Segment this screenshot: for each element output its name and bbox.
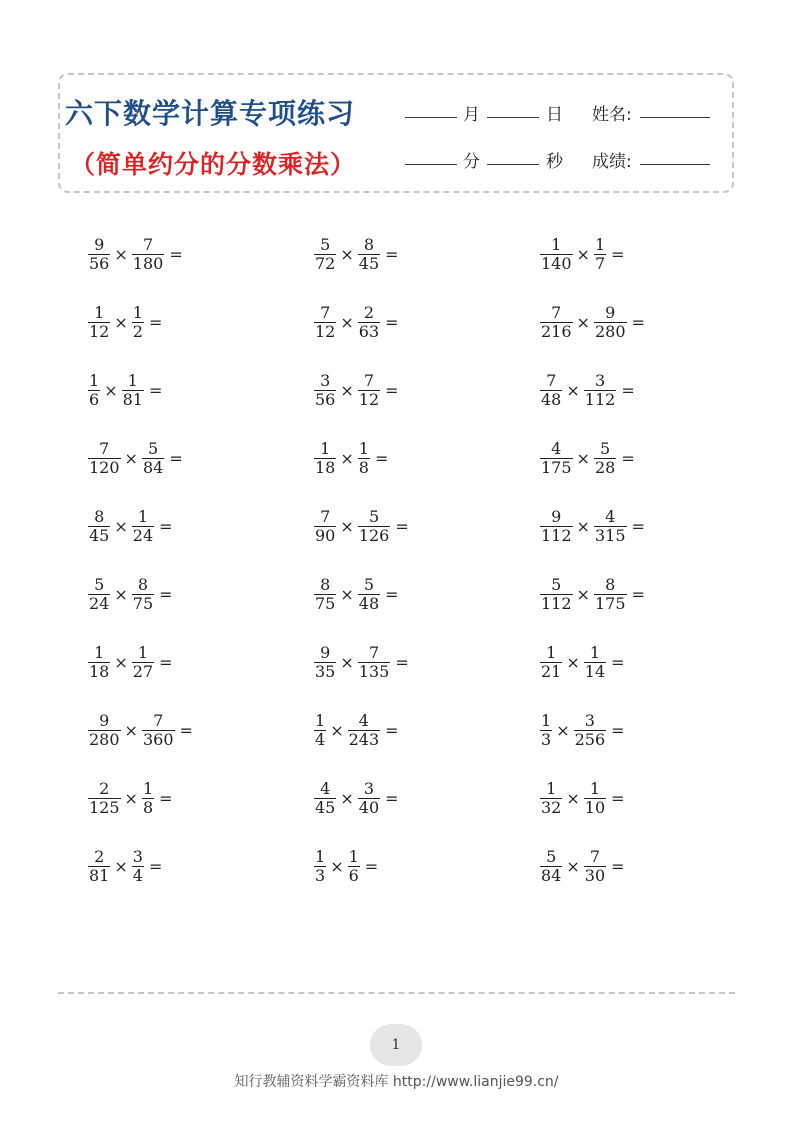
equals-sign: =: [385, 585, 399, 604]
equals-sign: =: [364, 857, 379, 876]
numerator: 7: [363, 371, 375, 390]
first-fraction: [540, 372, 562, 409]
denominator: 24: [132, 526, 154, 545]
denominator: 56: [89, 254, 110, 273]
denominator: 27: [132, 662, 154, 681]
multiply-sign: ×: [124, 789, 138, 808]
denominator: 28: [594, 458, 616, 477]
page-title: 六下数学计算专项练习: [65, 97, 356, 130]
denominator: 4: [132, 866, 143, 885]
first-fraction: [540, 440, 573, 477]
month-label: 月: [463, 105, 480, 125]
denominator: 30: [584, 866, 606, 885]
numerator: 2: [99, 779, 110, 798]
problem-item: [540, 780, 625, 817]
equals-sign: =: [159, 653, 173, 672]
multiply-sign: ×: [576, 313, 590, 332]
denominator: 360: [142, 730, 174, 749]
multiply-sign: ×: [566, 381, 580, 400]
first-fraction: [540, 304, 573, 341]
numerator: 1: [89, 371, 100, 390]
denominator: 48: [358, 594, 380, 613]
equals-sign: =: [611, 857, 625, 876]
numerator: 1: [546, 643, 557, 662]
numerator: 9: [94, 235, 105, 254]
problem-item: [540, 440, 635, 477]
denominator: 56: [315, 390, 336, 409]
problem-item: [88, 780, 173, 817]
numerator: 1: [320, 439, 331, 458]
minute-label: 分: [463, 152, 480, 172]
denominator: 280: [89, 730, 120, 749]
denominator: 216: [541, 322, 572, 341]
second-fraction: [594, 576, 627, 613]
problem-item: [88, 440, 183, 477]
denominator: 112: [541, 594, 572, 613]
denominator: 125: [89, 798, 120, 817]
equals-sign: =: [169, 449, 183, 468]
first-fraction: [88, 372, 100, 409]
numerator: 5: [148, 439, 159, 458]
numerator: 2: [94, 847, 105, 866]
denominator: 10: [584, 798, 606, 817]
denominator: 3: [541, 730, 552, 749]
problem-item: [314, 848, 378, 885]
numerator: 9: [99, 711, 110, 730]
multiply-sign: ×: [114, 245, 128, 264]
denominator: 256: [574, 730, 606, 749]
equals-sign: =: [159, 789, 173, 808]
denominator: 135: [358, 662, 390, 681]
problem-item: [314, 712, 399, 749]
equals-sign: =: [169, 245, 183, 264]
denominator: 112: [584, 390, 616, 409]
multiply-sign: ×: [114, 653, 128, 672]
numerator: 4: [605, 507, 616, 526]
numerator: 2: [363, 303, 375, 322]
denominator: 3: [315, 866, 326, 885]
problem-item: [314, 440, 388, 477]
first-fraction: [540, 644, 562, 681]
denominator: 90: [315, 526, 336, 545]
numerator: 1: [315, 847, 326, 866]
day-label: 日: [546, 105, 563, 125]
denominator: 126: [358, 526, 390, 545]
numerator: 9: [605, 303, 616, 322]
numerator: 7: [99, 439, 110, 458]
second-fraction: [584, 372, 617, 409]
multiply-sign: ×: [114, 313, 128, 332]
second-fraction: [574, 712, 607, 749]
problem-item: [540, 576, 645, 613]
multiply-sign: ×: [566, 789, 580, 808]
problem-item: [88, 576, 173, 613]
numerator: 7: [546, 371, 557, 390]
denominator: 180: [132, 254, 164, 273]
denominator: 14: [584, 662, 606, 681]
equals-sign: =: [159, 585, 173, 604]
second-fraction: [584, 644, 606, 681]
numerator: 1: [127, 371, 138, 390]
denominator: 12: [315, 322, 336, 341]
first-fraction: [540, 576, 573, 613]
second-fraction: [358, 576, 380, 613]
numerator: 1: [589, 643, 601, 662]
first-fraction: [88, 304, 110, 341]
numerator: 1: [94, 303, 105, 322]
equals-sign: =: [631, 517, 645, 536]
problem-item: [540, 848, 625, 885]
first-fraction: [88, 644, 110, 681]
equals-sign: =: [631, 585, 645, 604]
problem-item: [88, 508, 173, 545]
denominator: 12: [358, 390, 380, 409]
equals-sign: =: [395, 653, 409, 672]
denominator: 75: [132, 594, 154, 613]
numerator: 5: [551, 575, 562, 594]
multiply-sign: ×: [566, 857, 580, 876]
equals-sign: =: [148, 381, 163, 400]
denominator: 72: [315, 254, 336, 273]
denominator: 8: [142, 798, 154, 817]
first-fraction: [540, 236, 573, 273]
denominator: 112: [541, 526, 572, 545]
numerator: 4: [358, 711, 369, 730]
denominator: 140: [541, 254, 572, 273]
second-fraction: [358, 304, 380, 341]
denominator: 24: [89, 594, 110, 613]
multiply-sign: ×: [340, 313, 354, 332]
first-fraction: [314, 712, 326, 749]
equals-sign: =: [621, 449, 635, 468]
second-fraction: [132, 508, 154, 545]
multiply-sign: ×: [114, 585, 128, 604]
problem-item: [88, 372, 162, 409]
problem-item: [314, 372, 399, 409]
first-fraction: [88, 440, 121, 477]
problem-item: [314, 508, 409, 545]
multiply-sign: ×: [340, 517, 354, 536]
second-fraction: [358, 440, 370, 477]
first-fraction: [88, 576, 110, 613]
equals-sign: =: [148, 313, 163, 332]
equals-sign: =: [385, 789, 399, 808]
second-fraction: [122, 372, 144, 409]
multiply-sign: ×: [340, 449, 354, 468]
numerator: 5: [546, 847, 557, 866]
first-fraction: [314, 508, 336, 545]
denominator: 7: [594, 254, 606, 273]
multiply-sign: ×: [340, 789, 354, 808]
multiply-sign: ×: [124, 721, 138, 740]
numerator: 9: [551, 507, 562, 526]
denominator: 40: [358, 798, 380, 817]
second-fraction: [142, 780, 154, 817]
problem-item: [540, 236, 625, 273]
multiply-sign: ×: [340, 585, 354, 604]
numerator: 5: [363, 575, 375, 594]
denominator: 4: [315, 730, 326, 749]
numerator: 1: [137, 507, 149, 526]
numerator: 7: [320, 303, 331, 322]
page-number: 1: [391, 1037, 401, 1053]
multiply-sign: ×: [576, 245, 590, 264]
equals-sign: =: [179, 721, 193, 740]
footer-source-text: 知行教辅资料学霸资料库 http://www.lianjie99.cn/: [234, 1074, 559, 1090]
first-fraction: [314, 780, 336, 817]
numerator: 1: [358, 439, 369, 458]
problem-item: [314, 576, 399, 613]
numerator: 5: [320, 235, 331, 254]
numerator: 5: [368, 507, 380, 526]
equals-sign: =: [385, 381, 399, 400]
numerator: 4: [551, 439, 562, 458]
denominator: 45: [315, 798, 336, 817]
equals-sign: =: [148, 857, 163, 876]
problem-item: [314, 304, 399, 341]
denominator: 21: [541, 662, 562, 681]
denominator: 280: [594, 322, 626, 341]
equals-sign: =: [611, 721, 625, 740]
second-fraction: [358, 372, 380, 409]
multiply-sign: ×: [104, 381, 118, 400]
denominator: 175: [594, 594, 626, 613]
numerator: 3: [132, 847, 143, 866]
first-fraction: [540, 712, 552, 749]
second-fraction: [358, 780, 380, 817]
denominator: 8: [358, 458, 369, 477]
second-fraction: [594, 440, 616, 477]
numerator: 9: [320, 643, 331, 662]
denominator: 315: [594, 526, 626, 545]
numerator: 8: [94, 507, 105, 526]
second-fraction: [594, 508, 627, 545]
first-fraction: [314, 304, 336, 341]
denominator: 48: [541, 390, 562, 409]
problem-item: [88, 304, 162, 341]
numerator: 8: [320, 575, 331, 594]
denominator: 18: [315, 458, 336, 477]
first-fraction: [540, 848, 562, 885]
first-fraction: [88, 712, 121, 749]
denominator: 84: [142, 458, 164, 477]
second-fraction: [132, 236, 165, 273]
equals-sign: =: [374, 449, 389, 468]
numerator: 1: [142, 779, 154, 798]
multiply-sign: ×: [566, 653, 580, 672]
equals-sign: =: [159, 517, 173, 536]
first-fraction: [88, 848, 110, 885]
numerator: 7: [142, 235, 154, 254]
score-label: 成绩:: [592, 152, 632, 172]
numerator: 1: [546, 779, 557, 798]
first-fraction: [88, 508, 110, 545]
multiply-sign: ×: [330, 721, 344, 740]
numerator: 7: [320, 507, 331, 526]
first-fraction: [314, 236, 336, 273]
numerator: 5: [94, 575, 105, 594]
denominator: 32: [541, 798, 562, 817]
second-fraction: [358, 508, 391, 545]
multiply-sign: ×: [576, 585, 590, 604]
multiply-sign: ×: [330, 857, 344, 876]
second-fraction: [584, 848, 606, 885]
numerator: 3: [363, 779, 375, 798]
page-subtitle: （简单约分的分数乘法）: [70, 150, 357, 179]
problem-item: [314, 236, 399, 273]
second-fraction: [584, 780, 606, 817]
denominator: 243: [348, 730, 380, 749]
problem-item: [314, 780, 399, 817]
equals-sign: =: [385, 721, 399, 740]
problem-item: [88, 712, 193, 749]
denominator: 35: [315, 662, 336, 681]
denominator: 12: [89, 322, 110, 341]
denominator: 120: [89, 458, 120, 477]
numerator: 1: [132, 303, 143, 322]
multiply-sign: ×: [114, 857, 128, 876]
denominator: 18: [89, 662, 110, 681]
problem-item: [540, 508, 645, 545]
numerator: 7: [153, 711, 164, 730]
equals-sign: =: [611, 245, 625, 264]
multiply-sign: ×: [340, 381, 354, 400]
problem-item: [540, 372, 635, 409]
denominator: 84: [541, 866, 562, 885]
problem-item: [540, 304, 645, 341]
denominator: 63: [358, 322, 380, 341]
second-fraction: [358, 236, 380, 273]
multiply-sign: ×: [556, 721, 570, 740]
equals-sign: =: [395, 517, 409, 536]
numerator: 8: [605, 575, 616, 594]
numerator: 1: [551, 235, 562, 254]
numerator: 7: [589, 847, 601, 866]
name-label: 姓名:: [592, 105, 632, 125]
first-fraction: [88, 780, 121, 817]
denominator: 175: [541, 458, 572, 477]
multiply-sign: ×: [340, 653, 354, 672]
first-fraction: [314, 440, 336, 477]
denominator: 81: [89, 866, 110, 885]
numerator: 1: [589, 779, 601, 798]
second-fraction: [348, 712, 381, 749]
multiply-sign: ×: [576, 517, 590, 536]
denominator: 81: [122, 390, 143, 409]
second-fraction: [348, 848, 360, 885]
numerator: 3: [594, 371, 606, 390]
second-fraction: [594, 304, 627, 341]
second-label: 秒: [546, 152, 563, 172]
numerator: 8: [137, 575, 149, 594]
denominator: 6: [348, 866, 359, 885]
numerator: 1: [541, 711, 552, 730]
equals-sign: =: [611, 653, 625, 672]
numerator: 1: [315, 711, 326, 730]
second-fraction: [142, 440, 164, 477]
numerator: 8: [363, 235, 375, 254]
numerator: 1: [348, 847, 359, 866]
first-fraction: [88, 236, 110, 273]
first-fraction: [314, 848, 326, 885]
page-number-badge: [370, 1024, 422, 1066]
second-fraction: [594, 236, 606, 273]
second-fraction: [132, 576, 154, 613]
denominator: 6: [89, 390, 100, 409]
denominator: 45: [358, 254, 380, 273]
problem-item: [88, 848, 162, 885]
first-fraction: [314, 372, 336, 409]
numerator: 1: [94, 643, 105, 662]
denominator: 75: [315, 594, 336, 613]
numerator: 7: [551, 303, 562, 322]
numerator: 7: [368, 643, 380, 662]
first-fraction: [314, 644, 336, 681]
multiply-sign: ×: [114, 517, 128, 536]
denominator: 45: [89, 526, 110, 545]
second-fraction: [358, 644, 391, 681]
footer-divider: [58, 992, 735, 994]
numerator: 4: [320, 779, 331, 798]
problem-item: [540, 712, 625, 749]
second-fraction: [132, 848, 144, 885]
first-fraction: [540, 508, 573, 545]
equals-sign: =: [385, 245, 399, 264]
second-fraction: [132, 644, 154, 681]
second-fraction: [142, 712, 175, 749]
numerator: 1: [594, 235, 606, 254]
equals-sign: =: [621, 381, 635, 400]
multiply-sign: ×: [340, 245, 354, 264]
numerator: 1: [137, 643, 149, 662]
equals-sign: =: [611, 789, 625, 808]
problem-item: [540, 644, 625, 681]
problem-item: [88, 644, 173, 681]
second-fraction: [132, 304, 144, 341]
equals-sign: =: [385, 313, 399, 332]
first-fraction: [540, 780, 562, 817]
first-fraction: [314, 576, 336, 613]
numerator: 3: [584, 711, 595, 730]
multiply-sign: ×: [576, 449, 590, 468]
numerator: 5: [600, 439, 611, 458]
problem-item: [314, 644, 409, 681]
multiply-sign: ×: [124, 449, 138, 468]
problem-item: [88, 236, 183, 273]
numerator: 3: [320, 371, 331, 390]
denominator: 2: [132, 322, 143, 341]
equals-sign: =: [631, 313, 645, 332]
